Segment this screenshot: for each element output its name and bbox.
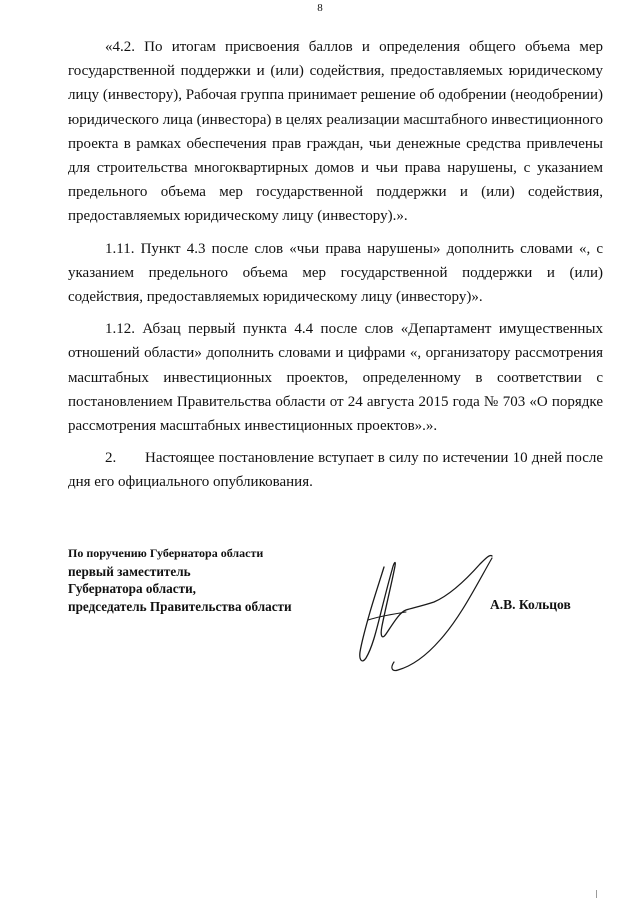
- paragraph-4-2: «4.2. По итогам присвоения баллов и определения общего объема мер государственной поддержки и (или) содействия, предоставляемых юридическому лицу (инвестору), Рабочая группа принимает решение об одобрении (неодобрении) юридического лица (инвестора) в целях реализации масштабного инвестиционного проекта в рамках обеспечения прав граждан, чьи денежные средства привлечены для строительства многоквартирных домов и чьи права нарушены, с указанием предельного объема мер государственной поддержки и (или) содействия, предоставляемых юридическому лицу (инвестору).».: [68, 39, 603, 225]
- signatory-line-2: первый заместитель: [68, 563, 191, 579]
- paragraph-1-11: 1.11. Пункт 4.3 после слов «чьи права нарушены» дополнить словами «, с указанием предельного объема мер государственной поддержки и (или) содействия, предоставляемых юридическому лицу (инвестору)».: [68, 240, 603, 306]
- final-clause-number: 2.: [105, 450, 117, 467]
- handwritten-signature: [340, 540, 510, 680]
- signature-block: [68, 545, 368, 615]
- final-clause-text: Настоящее постановление вступает в силу по истечении 10 дней после дня его официального опубликования.: [68, 450, 603, 491]
- paragraph-1-12: 1.12. Абзац первый пункта 4.4 после слов «Департамент имущественных отношений области» дополнить словами и цифрами «, организатору рассмотрения масштабных инвестиционных проектов, определенному в соответствии с постановлением Правительства области от 24 августа 2015 года № 703 «О порядке рассмотрения масштабных инвестиционных проектов».».: [68, 321, 603, 435]
- page-number: 8: [317, 2, 323, 14]
- signatory-line-1: По поручению Губернатора области: [68, 546, 264, 560]
- signatory-line-3: Губернатора области,: [68, 581, 196, 596]
- signer-name: А.В. Кольцов: [490, 597, 571, 612]
- final-clause: [68, 446, 603, 494]
- scan-edge-mark: [596, 890, 597, 898]
- document-body: [68, 35, 603, 503]
- signatory-line-4: председатель Правительства области: [68, 598, 292, 614]
